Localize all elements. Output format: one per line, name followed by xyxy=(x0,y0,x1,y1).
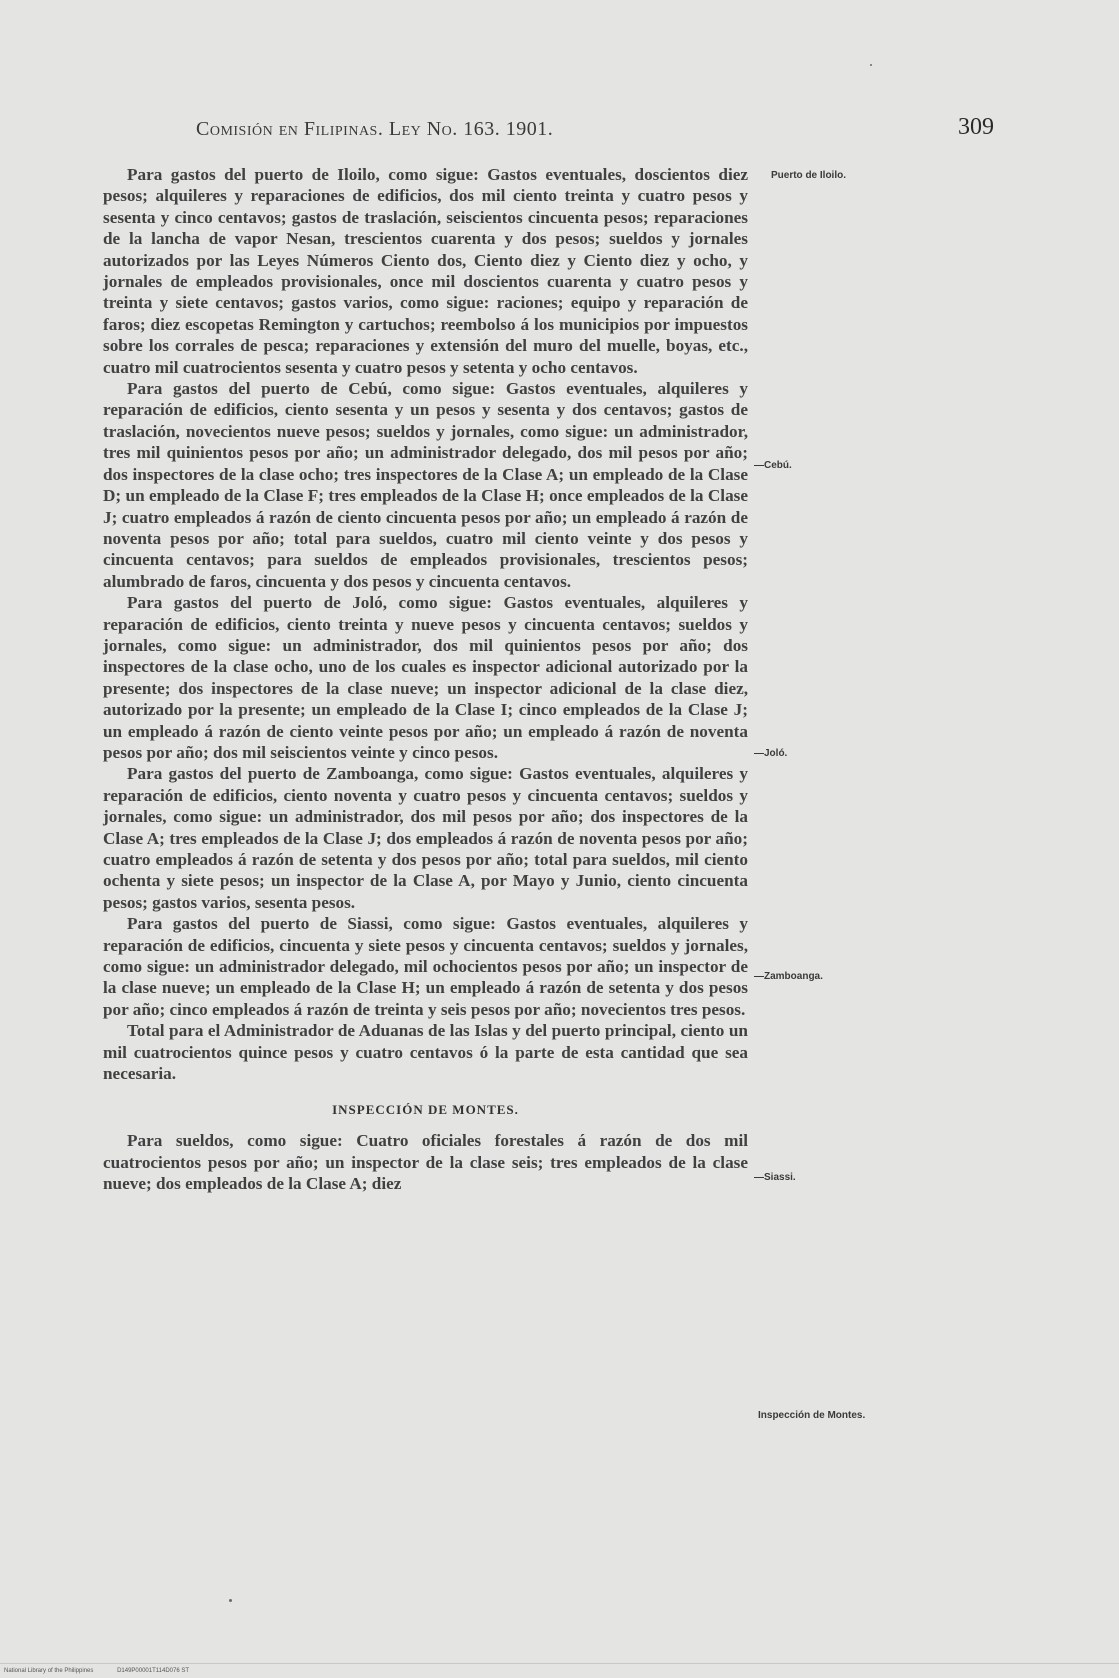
paragraph-cebu: Para gastos del puerto de Cebú, como sigue: Gastos eventuales, alquileres y reparación de edificios, ciento sesenta y un pesos y sesenta y dos centavos; gastos de traslación, novecientos nueve pesos; sueldos y jornales, como sigue: un administrador, tres mil quinientos pesos por año; un administrador delegado, dos mil pesos por año; dos inspectores de la clase ocho; tres inspectores de la Clase A; un empleado de la Clase D; un empleado de la Clase F; tres empleados de la Clase H; once empleados de la Clase J; cuatro empleados á razón de ciento cincuenta pesos por año; un empleado á razón de noventa pesos por año; total para sueldos, cuatro mil ciento veinte y dos pesos y cincuenta centavos; para sueldos de empleados provisionales, trescientos pesos; alumbrado de faros, cincuenta y dos pesos y cincuenta centavos. xyxy=(103,379,748,591)
scan-footer xyxy=(4,1668,211,1674)
paragraph-siassi: Para gastos del puerto de Siassi, como sigue: Gastos eventuales, alquileres y reparación de edificios, cincuenta y siete pesos y cincuenta centavos; sueldos y jornales, como sigue: un administrador delegado, mil ochocientos pesos por año; un inspector de la clase nueve; un empleado de la Clase H; un empleado á razón de setenta y dos pesos por año; cinco empleados á razón de treinta y seis pesos por año; novecientos tres pesos. xyxy=(103,914,748,1019)
margin-note-siassi: —Siassi. xyxy=(754,1172,796,1183)
margin-note-jolo: —Joló. xyxy=(754,748,788,759)
bottom-rule xyxy=(0,1663,1119,1664)
section-heading-montes: INSPECCIÓN DE MONTES. xyxy=(332,1102,519,1118)
paragraph-total: Total para el Administrador de Aduanas de las Islas y del puerto principal, ciento un mil cuatrocientos quince pesos y cuatro centavos ó la parte de esta cantidad que sea necesaria. xyxy=(103,1021,748,1084)
footer-code: D149P00001T114D076 ST xyxy=(117,1668,190,1674)
running-head: Comisión en Filipinas. Ley No. 163. 1901. xyxy=(196,118,554,140)
margin-note-iloilo: Puerto de Iloilo. xyxy=(771,170,847,181)
margin-note-cebu: —Cebú. xyxy=(754,460,792,471)
paragraph-iloilo: Para gastos del puerto de Iloilo, como sigue: Gastos eventuales, doscientos diez pesos; alquileres y reparaciones de edificios, dos mil ciento treinta y cuatro pesos y sesenta y cinco centavos; gastos de traslación, seiscientos cincuenta pesos; reparaciones de la lancha de vapor Nesan, trescientos cuarenta y dos pesos; sueldos y jornales autorizados por las Leyes Números Ciento dos, Ciento diez y Ciento diez y ocho, y jornales de empleados provisionales, once mil doscientos cuarenta y cuatro pesos y treinta y siete centavos; gastos varios, como sigue: raciones; equipo y reparación de faros; diez escopetas Remington y cartuchos; reembolso á los municipios por impuestos sobre los corrales de pesca; reparaciones y extensión del muro del muelle, boyas, etc., cuatro mil cuatrocientos sesenta y cuatro pesos y setenta y ocho centavos. xyxy=(103,165,748,377)
footer-library: National Library of the Philippines xyxy=(4,1668,94,1674)
paper-speck xyxy=(229,1599,232,1602)
paragraph-zamboanga: Para gastos del puerto de Zamboanga, como sigue: Gastos eventuales, alquileres y reparación de edificios, ciento noventa y cuatro pesos y cincuenta centavos; sueldos y jornales, como sigue: un administrador, dos mil pesos por año; dos inspectores de la Clase A; tres empleados de la Clase J; dos empleados á razón de noventa pesos por año; cuatro empleados á razón de setenta y dos pesos por año; total para sueldos, mil ciento ochenta y siete pesos; un inspector de la Clase A, por Mayo y Junio, ciento cincuenta pesos; gastos varios, sesenta pesos. xyxy=(103,764,748,912)
margin-note-zamboanga: —Zamboanga. xyxy=(754,971,823,982)
margin-note-montes: Inspección de Montes. xyxy=(758,1410,866,1421)
page-number: 309 xyxy=(958,114,994,140)
paragraph-jolo: Para gastos del puerto de Joló, como sigue: Gastos eventuales, alquileres y reparación de edificios, ciento treinta y nueve pesos y cincuenta centavos; sueldos y jornales, como sigue: un administrador, dos mil quinientos pesos por año; dos inspectores de la clase ocho, uno de los cuales es inspector adicional autorizado por la presente; dos inspectores de la clase nueve; un inspector adicional de la clase diez, autorizado por la presente; un empleado de la Clase I; cinco empleados de la Clase J; un empleado á razón de ciento veinte pesos por año; un empleado á razón de noventa pesos por año; dos mil seiscientos veinte y cinco pesos. xyxy=(103,593,748,762)
paragraph-montes: Para sueldos, como sigue: Cuatro oficiales forestales á razón de dos mil cuatrocientos pesos por año; un inspector de la clase seis; tres empleados de la clase nueve; dos empleados de la Clase A; diez xyxy=(103,1131,748,1194)
paper-speck xyxy=(870,64,872,66)
document-body xyxy=(103,164,748,1195)
